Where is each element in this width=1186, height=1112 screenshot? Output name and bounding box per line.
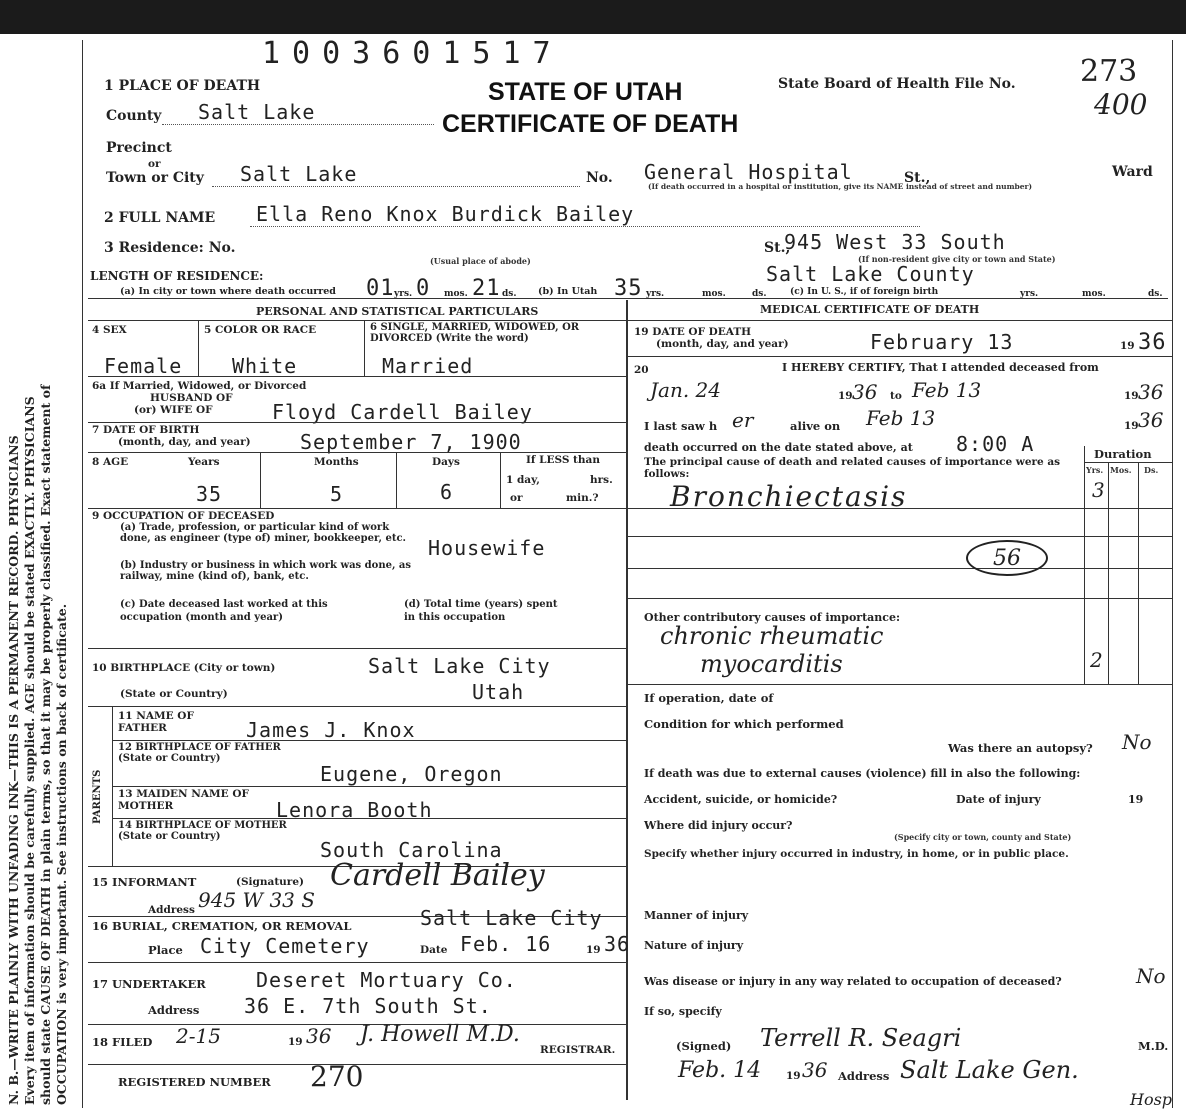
rule-other xyxy=(626,684,1172,685)
dod-value: February 13 xyxy=(870,330,1014,354)
signature-label: (Signature) xyxy=(236,876,304,888)
code-circle: 56 xyxy=(966,540,1048,576)
undertaker-address-value: 36 E. 7th South St. xyxy=(244,994,492,1018)
rule-duration xyxy=(1084,462,1172,463)
document-title: STATE OF UTAH xyxy=(488,78,683,106)
duration-col-2 xyxy=(1138,462,1139,684)
city-label: Town or City xyxy=(106,170,204,186)
length-a-label: (a) In city or town where death occurred xyxy=(120,286,336,297)
duration-col-0 xyxy=(1084,446,1085,684)
personal-heading: PERSONAL AND STATISTICAL PARTICULARS xyxy=(256,305,539,318)
spouse-label-3: (or) WIFE OF xyxy=(134,404,213,416)
alive-label: alive on xyxy=(790,419,841,433)
signed-label: (Signed) xyxy=(676,1039,732,1053)
rule-cause-4 xyxy=(626,598,1172,599)
reg-number-label: REGISTERED NUMBER xyxy=(118,1075,271,1089)
day-label: 1 day, xyxy=(506,474,540,486)
where-note: (Specify city or town, county and State) xyxy=(894,832,1072,842)
father-value: James J. Knox xyxy=(246,718,416,742)
hospital-note: (If death occurred in a hospital or institution, give its NAME instead of street and number) xyxy=(648,182,1033,191)
years-label: Years xyxy=(188,456,220,468)
c-yrs-label: yrs. xyxy=(1020,289,1039,299)
utah-yrs-value: 35 xyxy=(614,276,643,301)
dob-label: 7 DATE OF BIRTH xyxy=(92,424,200,436)
length-ds-label: ds. xyxy=(502,289,517,299)
date-injury-label: Date of injury xyxy=(956,793,1041,806)
certify-label: I HEREBY CERTIFY, That I attended deceased from xyxy=(782,361,1099,374)
days-label: Days xyxy=(432,456,460,468)
side-notes xyxy=(0,0,80,1112)
accident-label: Accident, suicide, or homicide? xyxy=(644,793,838,806)
utah-ds-label: ds. xyxy=(752,289,767,299)
serial-number: 1003601517 xyxy=(262,36,563,71)
length-yrs-value: 01 xyxy=(366,276,395,301)
rule-8 xyxy=(88,452,626,453)
no-label: No. xyxy=(586,170,613,186)
corner-scrawl: Hosp xyxy=(1130,1090,1173,1109)
alive-year-pre: 19 xyxy=(1124,420,1139,432)
informant-address-value: 945 W 33 S xyxy=(198,888,315,912)
autopsy-value: No xyxy=(1122,730,1152,754)
file-no-label: State Board of Health File No. xyxy=(778,76,1016,92)
cause-value: Bronchiectasis xyxy=(670,480,908,513)
div-color xyxy=(364,320,365,376)
occ-a-label: (a) Trade, profession, or particular kind of work done, as engineer (type of) miner, bookkeeper, etc. xyxy=(120,522,407,544)
file-no-value: 273 xyxy=(1080,54,1138,89)
where-label: Where did injury occur? xyxy=(644,819,793,832)
hrs-label: hrs. xyxy=(590,474,613,486)
side-note-1: N. B.—WRITE PLAINLY WITH UNFADING INK—THIS IS A PERMANENT RECORD. PHYSICIANS xyxy=(6,435,21,1105)
city-line xyxy=(212,186,580,187)
rule-medical-heading xyxy=(626,320,1172,321)
utah-mos-label: mos. xyxy=(702,289,726,299)
ward-label: Ward xyxy=(1112,164,1153,180)
injury-year-pre: 19 xyxy=(1128,793,1144,806)
father-bp-label: 12 BIRTHPLACE OF FATHER (State or Country) xyxy=(118,742,281,764)
time-value: 8:00 A xyxy=(956,432,1035,456)
alive-year-value: 36 xyxy=(1138,408,1164,432)
document-subtitle: CERTIFICATE OF DEATH xyxy=(442,110,739,138)
rule-6a xyxy=(88,376,626,377)
last-saw-value: er xyxy=(732,408,754,432)
dod-year-pre: 19 xyxy=(1120,340,1135,352)
length-c-label: (c) In U. S., if of foreign birth xyxy=(790,287,939,297)
marital-value: Married xyxy=(382,354,474,378)
frame-right xyxy=(1172,40,1173,1108)
to-year-value: 36 xyxy=(1138,380,1164,404)
c-ds-label: ds. xyxy=(1148,289,1163,299)
registrar-signature: J. Howell M.D. xyxy=(360,1022,520,1047)
other-cause-1: chronic rheumatic xyxy=(660,622,884,650)
dob-value: September 7, 1900 xyxy=(300,430,522,454)
rule-9 xyxy=(88,508,626,509)
to-label: to xyxy=(890,390,902,402)
spouse-label-2: HUSBAND OF xyxy=(150,392,233,404)
full-name-value: Ella Reno Knox Burdick Bailey xyxy=(256,202,635,226)
length-ds-value: 21 xyxy=(472,276,501,301)
min-label: min.? xyxy=(566,492,599,504)
frame-left xyxy=(82,40,83,1108)
rule-17 xyxy=(88,962,626,963)
manner-label: Manner of injury xyxy=(644,909,749,922)
city-value: Salt Lake xyxy=(240,162,358,186)
from-date-value: Jan. 24 xyxy=(650,378,721,402)
cause-label: The principal cause of death and related causes of importance were as follows: xyxy=(644,456,1061,480)
signed-date-value: Feb. 14 xyxy=(678,1058,762,1083)
external-label: If death was due to external causes (violence) fill in also the following: xyxy=(644,767,1081,780)
birthplace-label: 10 BIRTHPLACE (City or town) xyxy=(92,662,276,674)
specify-label: Specify whether injury occurred in industry, in home, or in public place. xyxy=(644,848,1069,860)
file-no-sub: 400 xyxy=(1094,88,1148,121)
dob-sub: (month, day, and year) xyxy=(118,436,251,448)
md-label: M.D. xyxy=(1138,1039,1169,1053)
father-bp-value: Eugene, Oregon xyxy=(320,762,503,786)
full-name-line xyxy=(250,226,920,227)
burial-date-label: Date xyxy=(420,944,448,956)
residence-street: 945 West 33 South xyxy=(784,230,1006,254)
burial-city-value: Salt Lake City xyxy=(420,906,603,930)
dod-label: 19 DATE OF DEATH xyxy=(634,326,752,338)
alive-date-value: Feb 13 xyxy=(866,406,936,430)
c-mos-label: mos. xyxy=(1082,289,1106,299)
filed-year-pre: 19 xyxy=(288,1036,303,1048)
filed-date-value: 2-15 xyxy=(176,1024,221,1048)
from-year-value: 36 xyxy=(852,380,878,404)
occ-label: 9 OCCUPATION OF DECEASED xyxy=(92,510,275,522)
state-label: (State or Country) xyxy=(120,688,228,700)
center-divider xyxy=(626,300,628,1100)
div-age-1 xyxy=(260,452,261,508)
informant-signature: Cardell Bailey xyxy=(330,858,545,893)
certify-num: 20 xyxy=(634,364,649,376)
physician-address-value: Salt Lake Gen. xyxy=(900,1056,1079,1084)
residence-label: 3 Residence: No. xyxy=(104,240,236,256)
usual-note: (Usual place of abode) xyxy=(430,256,531,266)
occupation-value: Housewife xyxy=(428,536,546,560)
burial-label: 16 BURIAL, CREMATION, OR REMOVAL xyxy=(92,919,352,933)
autopsy-label: Was there an autopsy? xyxy=(948,741,1093,755)
reg-number-value: 270 xyxy=(310,1060,364,1093)
sex-value: Female xyxy=(104,354,183,378)
rule-cause-1 xyxy=(626,508,1172,509)
rule-11 xyxy=(88,706,626,707)
residence-st-label: St., xyxy=(764,240,791,256)
length-mos-label: mos. xyxy=(444,289,468,299)
registrar-label: REGISTRAR. xyxy=(540,1044,616,1056)
length-b-label: (b) In Utah xyxy=(538,286,598,297)
other-label: Other contributory causes of importance: xyxy=(644,611,901,624)
rule-12 xyxy=(112,740,626,741)
occ-b-label: (b) Industry or business in which work was done, as railway, mine (kind of), bank, etc. xyxy=(120,560,412,582)
age-months-value: 5 xyxy=(330,482,344,506)
other-duration-value: 2 xyxy=(1090,648,1103,672)
related-label: Was disease or injury in any way related to occupation of deceased? xyxy=(644,975,1062,988)
occurred-label: death occurred on the date stated above, at xyxy=(644,441,913,454)
age-days-value: 6 xyxy=(440,480,454,504)
if-so-label: If so, specify xyxy=(644,1005,722,1018)
duration-label: Duration xyxy=(1094,447,1152,461)
precinct-label: Precinct xyxy=(106,140,172,156)
filed-year-value: 36 xyxy=(306,1024,332,1048)
marital-label: 6 SINGLE, MARRIED, WIDOWED, OR DIVORCED (Write the word) xyxy=(370,322,580,344)
last-saw-label: I last saw h xyxy=(644,419,718,433)
informant-address-label: Address xyxy=(148,904,195,916)
less-label: If LESS than xyxy=(526,454,600,466)
burial-date-value: Feb. 16 xyxy=(460,932,552,956)
dur-mos-label: Mos. xyxy=(1110,465,1132,475)
color-value: White xyxy=(232,354,298,378)
cause-duration-value: 3 xyxy=(1092,478,1105,502)
mother-value: Lenora Booth xyxy=(276,798,433,822)
full-name-label: 2 FULL NAME xyxy=(104,210,216,226)
nature-label: Nature of injury xyxy=(644,939,744,952)
occ-d-label: (d) Total time (years) spent in this occupation xyxy=(404,599,558,623)
physician-signature: Terrell R. Seagri xyxy=(760,1024,962,1052)
rule-7 xyxy=(88,422,626,423)
div-sex xyxy=(198,320,199,376)
county-value: Salt Lake xyxy=(198,100,316,124)
sex-label: 4 SEX xyxy=(92,324,127,336)
dod-sub: (month, day, and year) xyxy=(656,338,789,350)
color-label: 5 COLOR OR RACE xyxy=(204,324,317,336)
spouse-label-1: 6a If Married, Widowed, or Divorced xyxy=(92,380,307,392)
rule-personal-heading xyxy=(88,320,626,321)
side-note-3: should state CAUSE OF DEATH in plain terms, so that it may be properly classified. Exact statement of xyxy=(38,384,53,1105)
parents-label: PARENTS xyxy=(92,769,103,824)
condition-label: Condition for which performed xyxy=(644,717,844,731)
rule-18 xyxy=(88,1024,626,1025)
burial-year-value: 36 xyxy=(604,932,631,956)
undertaker-label: 17 UNDERTAKER xyxy=(92,977,206,991)
months-label: Months xyxy=(314,456,359,468)
rule-20 xyxy=(626,356,1172,357)
signed-year-pre: 19 xyxy=(786,1070,801,1082)
other-cause-2: myocarditis xyxy=(700,650,843,678)
rule-cause-2 xyxy=(626,536,1172,537)
spouse-value: Floyd Cardell Bailey xyxy=(272,400,533,424)
or-label: or xyxy=(148,158,161,170)
rule-13 xyxy=(112,786,626,787)
from-year-pre: 19 xyxy=(838,390,853,402)
or-min-label: or xyxy=(510,492,523,504)
informant-label: 15 INFORMANT xyxy=(92,875,197,889)
div-age-2 xyxy=(396,452,397,508)
undertaker-value: Deseret Mortuary Co. xyxy=(256,968,517,992)
burial-year-pre: 19 xyxy=(586,944,601,956)
mother-bp-value: South Carolina xyxy=(320,838,503,862)
dur-ds-label: Ds. xyxy=(1144,465,1159,475)
undertaker-address-label: Address xyxy=(148,1003,200,1017)
st-label: St., xyxy=(904,170,931,186)
place-label: Place xyxy=(148,943,183,957)
physician-address-label: Address xyxy=(838,1069,890,1083)
length-yrs-label: yrs. xyxy=(394,289,413,299)
rule-cause-3 xyxy=(626,568,1172,569)
to-date-value: Feb 13 xyxy=(912,378,982,402)
length-label: LENGTH OF RESIDENCE: xyxy=(90,269,264,283)
county-label: County xyxy=(106,108,162,124)
rule-10 xyxy=(88,648,626,649)
side-note-2: Every item of information should be carefully supplied. AGE should be stated EXACTLY. PHYSICIANS xyxy=(22,396,37,1105)
to-year-pre: 19 xyxy=(1124,390,1139,402)
dod-year-value: 36 xyxy=(1138,330,1167,355)
side-note-4: OCCUPATION is very important. See instructions on back of certificate. xyxy=(54,603,69,1105)
burial-place-value: City Cemetery xyxy=(200,934,370,958)
nonres-note: (If non-resident give city or town and State) xyxy=(858,254,1056,264)
place-of-death-heading: 1 PLACE OF DEATH xyxy=(104,78,261,94)
utah-yrs-label: yrs. xyxy=(646,289,665,299)
rule-14 xyxy=(112,818,626,819)
county-line xyxy=(162,124,434,125)
signed-year-value: 36 xyxy=(802,1058,828,1082)
scan-top-border xyxy=(0,0,1186,34)
father-label: 11 NAME OF FATHER xyxy=(118,710,194,734)
medical-heading: MEDICAL CERTIFICATE OF DEATH xyxy=(760,303,980,316)
dur-yrs-label: Yrs. xyxy=(1086,465,1104,475)
operation-label: If operation, date of xyxy=(644,691,774,705)
occ-c-label: (c) Date deceased last worked at this occupation (month and year) xyxy=(120,599,328,623)
mother-bp-label: 14 BIRTHPLACE OF MOTHER (State or Country) xyxy=(118,820,287,842)
age-label: 8 AGE xyxy=(92,456,129,468)
div-age-3 xyxy=(500,452,501,508)
mother-label: 13 MAIDEN NAME OF MOTHER xyxy=(118,788,249,812)
hospital-value: General Hospital xyxy=(644,160,853,184)
length-mos-value: 0 xyxy=(416,276,431,301)
birthplace-state-value: Utah xyxy=(472,680,525,704)
age-years-value: 35 xyxy=(196,482,223,506)
duration-col-1 xyxy=(1108,462,1109,684)
related-value: No xyxy=(1136,964,1166,988)
filed-label: 18 FILED xyxy=(92,1035,153,1049)
residence-county-line: Salt Lake County xyxy=(766,262,975,286)
birthplace-city-value: Salt Lake City xyxy=(368,654,551,678)
